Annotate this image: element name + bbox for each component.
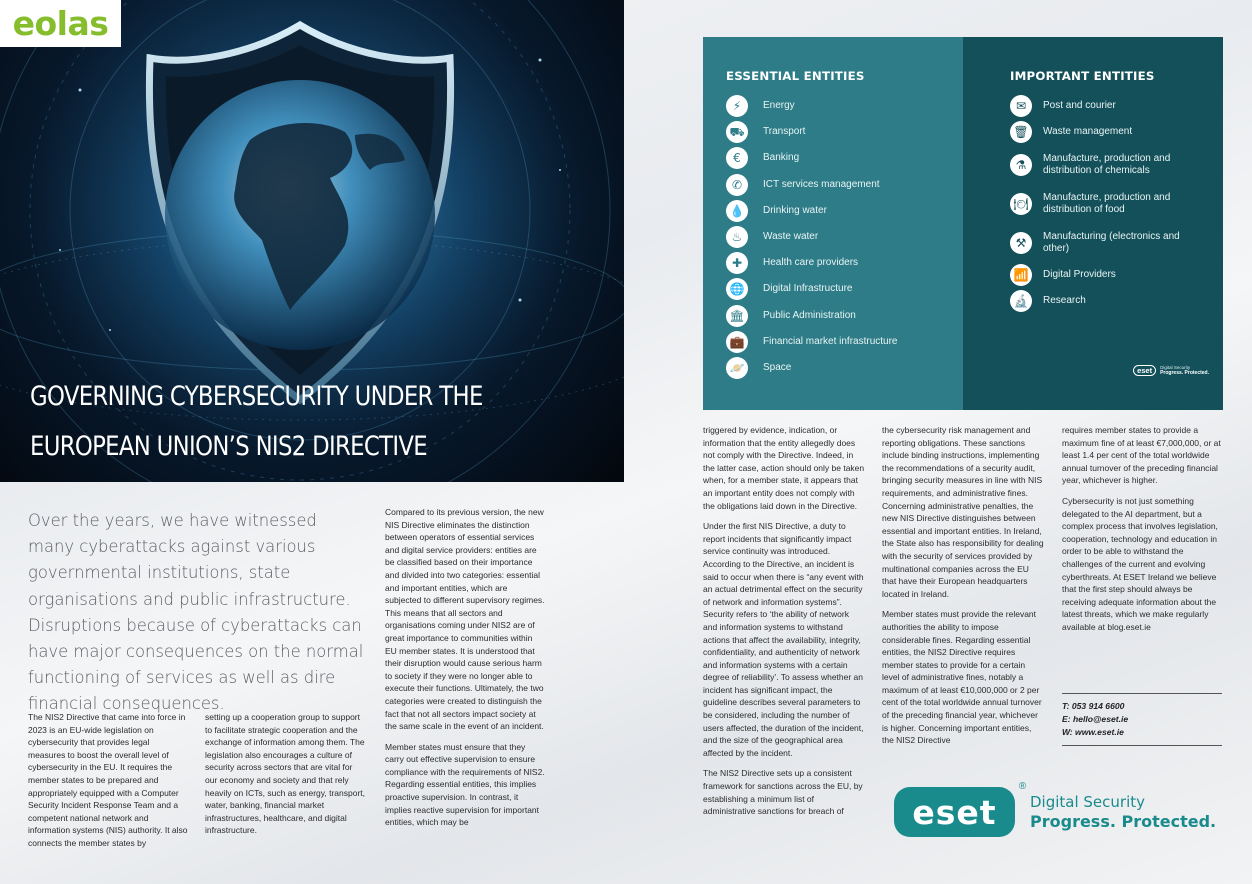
globe-icon: 🌐 — [726, 278, 748, 300]
entity-item — [726, 172, 963, 198]
eset-wordmark: eset — [912, 792, 997, 832]
entity-item — [726, 224, 963, 250]
bin-icon: 🗑 — [1010, 121, 1032, 143]
contact-phone[interactable]: T: 053 914 6600 — [1062, 701, 1125, 711]
envelope-icon: ✉ — [1010, 95, 1032, 117]
important-entities — [963, 37, 1223, 410]
important-entities-list — [1010, 93, 1223, 314]
contact-block — [1062, 693, 1222, 746]
entity-label: Transport — [763, 126, 806, 138]
eset-mini-tagline-2: Progress. Protected. — [1160, 369, 1209, 376]
eset-tagline-2: Progress. Protected. — [1030, 812, 1217, 831]
paragraph: Member states must ensure that they carry out effective supervision to ensure compliance with the requirements of NIS2. Regarding essential entities, this implies proactive supervision. In contrast, it implies reactive supervision for important entities, which may be — [385, 741, 545, 828]
paragraph: requires member states to provide a maximum fine of at least €7,000,000, or at least 1.4 per cent of the total worldwide annual turnover of the preceding financial year, whichever is higher. — [1062, 425, 1221, 486]
eset-badge — [894, 781, 1026, 837]
microscope-icon: 🔬 — [1010, 290, 1032, 312]
entity-item — [1010, 93, 1223, 119]
entity-label: Waste management — [1043, 126, 1133, 137]
entity-label: Energy — [763, 100, 795, 112]
entity-item — [726, 329, 963, 355]
article-column-1 — [28, 711, 188, 858]
entity-item — [1010, 145, 1223, 184]
important-entities-heading: IMPORTANT ENTITIES — [1010, 69, 1155, 83]
briefcase-icon: 💼 — [726, 331, 748, 353]
eset-logo[interactable] — [894, 781, 1217, 837]
entity-item — [726, 303, 963, 329]
entity-item — [1010, 119, 1223, 145]
article-column-4 — [703, 424, 865, 826]
eset-mini-wordmark: eset — [1133, 365, 1156, 376]
essential-entities-heading: ESSENTIAL ENTITIES — [726, 69, 865, 83]
eolas-logo-text: eolas — [12, 4, 109, 43]
entity-item — [726, 276, 963, 302]
entity-label: Manufacturing (electronics and other) — [1043, 230, 1180, 254]
entity-label: Manufacture, production and distribution of food — [1043, 191, 1171, 215]
entity-item — [726, 93, 963, 119]
paragraph: Cybersecurity is not just something delegated to the AI department, but a complex process that involves legislation, cooperation, technology and education in order to be able to withstand the challenges of the current and evolving cyberthreats. At ESET Ireland we believe that the first step should always be receiving adequate information about the latest threats, which we make regularly available at blog.eset.ie — [1062, 495, 1218, 632]
paragraph: The NIS2 Directive that came into force in 2023 is an EU-wide legislation on cybersecurity that provides legal measures to boost the overall level of cybersecurity in the EU. It requires the member states to be prepared and appropriately equipped with a Computer Security Incident Response Team and a competent national network and information systems (NIS) authority. It also connects the member states by — [28, 712, 188, 848]
eset-tagline-1: Digital Security — [1030, 793, 1146, 811]
water-drop-icon: 💧 — [726, 200, 748, 222]
entity-item — [1010, 223, 1223, 262]
entities-panel — [703, 37, 1223, 410]
entity-label: Drinking water — [763, 204, 827, 216]
essential-entities-list — [726, 93, 963, 381]
title-line-1: GOVERNING CYBERSECURITY UNDER THE — [30, 381, 483, 412]
entity-item — [726, 198, 963, 224]
government-building-icon: 🏛 — [726, 305, 748, 327]
entity-label: Financial market infrastructure — [763, 335, 898, 347]
lead-paragraph: Over the years, we have witnessed many cyberattacks against various governmental institutions, state organisations and public infrastructure. Disruptions because of cyberattacks can have major consequences on the normal functioning of services as well as dire financial consequences. — [28, 511, 364, 714]
contact-web[interactable]: W: www.eset.ie — [1062, 727, 1124, 737]
article-column-3 — [385, 506, 545, 837]
paragraph: Under the first NIS Directive, a duty to report incidents that significantly impact service continuity was introduced. According to the Directive, an incident is said to occur when there is “any event with an actual detrimental effect on the security of network and information systems”. Security refers to ‘the ability of network and information systems to withstand actions that affect the availability, integrity, confidentiality, and authenticity of network and information systems with a certain degree of reliability’. To assess whether an incident has significant impact, the guideline describes several parameters to be considered, including the number of users affected, the duration of the incident, and the size of the geographical area affected by the incident. — [703, 521, 864, 758]
paragraph: Compared to its previous version, the new NIS Directive eliminates the distinction between operators of essential services and digital service providers: entities are be classified based on their importance and divided into two categories: essential and important entities, which are subjected to different supervisory regimes. This means that all sectors and organisations coming under NIS2 are of great importance to communities within EU member states. It is understood that their disruption would cause serious harm to society if they were no longer able to execute their functions. Ultimately, the two categories were created to distinguish the fact that not all sectors impact society at the same scale in the event of an incident. — [385, 507, 545, 732]
entity-item — [1010, 184, 1223, 223]
entity-label: Space — [763, 361, 792, 373]
entity-label: Digital Providers — [1043, 269, 1116, 280]
entity-label: Manufacture, production and distribution of chemicals — [1043, 152, 1171, 176]
flask-icon: ⚗ — [1010, 154, 1032, 176]
article-column-5 — [882, 424, 1044, 755]
lightning-icon: ⚡ — [726, 95, 748, 117]
paragraph: setting up a cooperation group to support to facilitate strategic cooperation and the exchange of information among them. The legislation also encourages a culture of security across sectors that are vital for our economy and society and that rely heavily on ICTs, such as energy, transport, water, banking, financial market infrastructures, healthcare, and digital infrastructure. — [205, 712, 366, 836]
paragraph: the cybersecurity risk management and reporting obligations. These sanctions include binding instructions, implementing the recommendations of a security audit, bringing security measures in line with NIS requirements, and administrative fines. Concerning administrative penalties, the new NIS Directive distinguishes between essential and important entities. In Ireland, the State also has responsibility for dealing with the security of services provided by multinational companies across the EU that have their European headquarters located in Ireland. — [882, 425, 1044, 599]
paragraph: The NIS2 Directive sets up a consistent framework for sanctions across the EU, by establishing a minimum list of administrative sanctions for breach of — [703, 768, 863, 817]
entity-item — [726, 119, 963, 145]
paragraph: triggered by evidence, indication, or information that the entity allegedly does not comply with the Directive. Indeed, in the latter case, action should only be taken when, for a member state, it appears that an important entity does not comply with the obligations laid down in the Directive. — [703, 425, 865, 511]
eset-mini-tagline-1: Digital Security — [1160, 365, 1191, 370]
entity-label: Public Administration — [763, 309, 856, 321]
truck-icon: ⛟ — [726, 121, 748, 143]
medical-cross-icon: ✚ — [726, 252, 748, 274]
euro-icon: € — [726, 147, 748, 169]
paragraph: Member states must provide the relevant authorities the ability to impose considerable fines. Regarding essential entities, the NIS2 Directive requires member states to provide for a certain level of administrative fines, notably a maximum of at least €10,000,000 or 2 per cent of the total worldwide annual turnover of the preceding financial year, whichever is higher. Concerning important entities, the NIS2 Directive — [882, 609, 1042, 746]
entity-item — [726, 145, 963, 171]
entity-label: Health care providers — [763, 257, 859, 269]
entity-item — [1010, 288, 1223, 314]
eset-mini-tagline — [1160, 365, 1209, 376]
page-title — [30, 372, 529, 472]
entity-label: Digital Infrastructure — [763, 283, 853, 295]
entity-item — [1010, 262, 1223, 288]
entity-label: Post and courier — [1043, 100, 1116, 111]
eset-mini-logo — [1133, 365, 1209, 376]
entity-item — [726, 355, 963, 381]
title-line-2: EUROPEAN UNION’S NIS2 DIRECTIVE — [30, 431, 427, 462]
entity-item — [726, 250, 963, 276]
entity-label: ICT services management — [763, 178, 880, 190]
hero-image — [0, 0, 624, 482]
entity-label: Banking — [763, 152, 800, 164]
eset-tagline — [1030, 792, 1216, 832]
planet-icon: 🪐 — [726, 357, 748, 379]
article-column-6 — [1062, 424, 1224, 642]
wifi-icon: 📶 — [1010, 264, 1032, 286]
eolas-logo[interactable] — [0, 0, 121, 47]
entity-label: Research — [1043, 295, 1086, 306]
waste-water-icon: ♨ — [726, 226, 748, 248]
contact-email[interactable]: E: hello@eset.ie — [1062, 714, 1129, 724]
entity-label: Waste water — [763, 231, 819, 243]
plate-icon: 🍽 — [1010, 193, 1032, 215]
article-column-2 — [205, 711, 367, 845]
phone-icon: ✆ — [726, 174, 748, 196]
essential-entities — [703, 37, 963, 410]
registered-icon: ® — [1018, 781, 1026, 792]
tools-icon: ⚒ — [1010, 232, 1032, 254]
